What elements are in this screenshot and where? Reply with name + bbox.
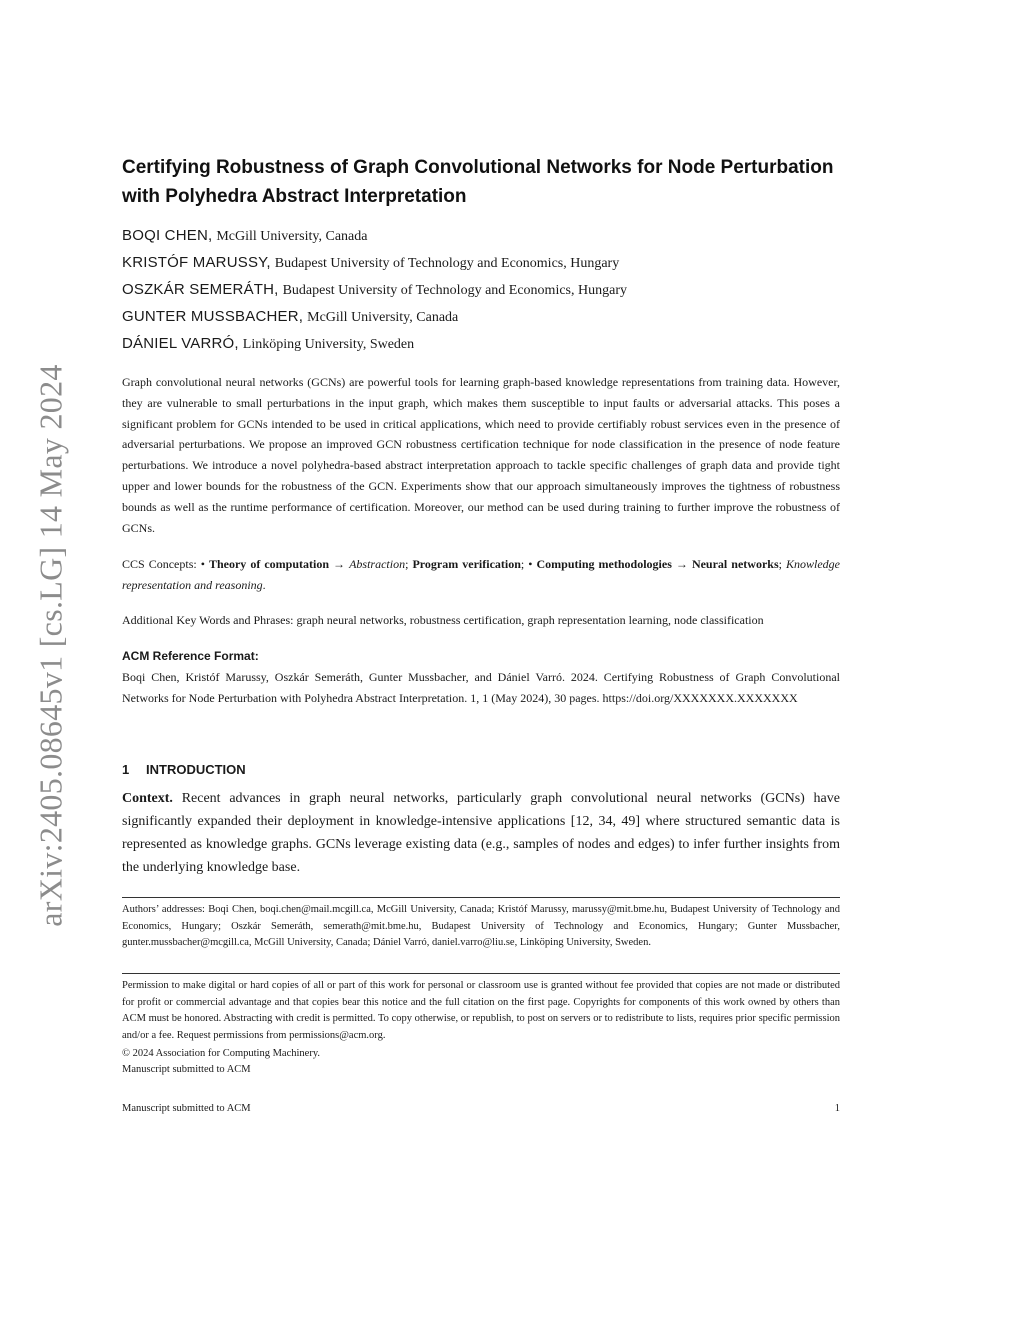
ccs-concept: Theory of computation xyxy=(208,557,330,571)
footer-venue: Manuscript submitted to ACM xyxy=(122,1103,251,1114)
keywords: Additional Key Words and Phrases: graph neural networks, robustness certification, graph representation learning, node classification xyxy=(122,613,764,627)
author-entry xyxy=(122,335,840,362)
ccs-subconcept: Abstraction xyxy=(349,557,406,571)
page-number: 1 xyxy=(834,1103,840,1114)
title-line-2: with Polyhedra Abstract Interpretation xyxy=(122,186,467,207)
copyright-notice: © 2024 Association for Computing Machinery. xyxy=(122,1048,321,1059)
acm-reference: Boqi Chen, Kristóf Marussy, Oszkár Semeráth, Gunter Mussbacher, and Dániel Varró. 2024. Certifying Robustness of Graph Convolutional Networks for Node Perturbation with Polyhedra Abstract Interpretation. 1, 1 (May 2024), 30 pages. https://doi.org/XXXXXXX.XXXXXXX xyxy=(122,670,840,705)
author-entry xyxy=(122,227,840,254)
ccs-subconcept: Neural networks xyxy=(691,557,779,571)
page-footer xyxy=(122,1101,840,1117)
author-entry xyxy=(122,308,840,335)
author-affiliation: McGill University, Canada xyxy=(307,310,459,325)
author-entry xyxy=(122,281,840,308)
authors-addresses: Authors’ addresses: Boqi Chen, boqi.chen@mail.mcgill.ca, McGill University, Canada; Kristóf Marussy, marussy@mit.bme.hu, Budapest University of Technology and Economics, Hungary; Oszkár Semeráth, semerath@mit.bme.hu, Budapest University of Technology and Economics, Hungary; Gunter Mussbacher, gunter.mussbacher@mcgill.ca, McGill University, Canada; Dániel Varró, daniel.varro@liu.se, Linköping University, Sweden. xyxy=(122,904,840,948)
author-name: BOQI CHEN, xyxy=(122,227,213,244)
paper-title xyxy=(122,153,840,211)
author-list xyxy=(122,227,840,362)
abstract: Graph convolutional neural networks (GCNs) are powerful tools for learning graph-based knowledge representations from training data. However, they are vulnerable to small perturbations in the input graph, which makes them susceptible to input faults or adversarial attacks. This poses a significant problem for GCNs intended to be used in critical applications, which need to provide certifiably robust services even in the presence of adversarial perturbations. We propose an improved GCN robustness certification technique for node classification in the presence of node feature perturbations. We introduce a novel polyhedra-based abstract interpretation approach to tackle specific challenges of graph data and provide tight upper and lower bounds for the robustness of the GCN. Experiments show that our approach simultaneously improves the tightness of robustness bounds as well as the runtime performance of certification. Moreover, our method can be used during training to further improve the robustness of GCNs. xyxy=(122,375,840,535)
section-number: 1 xyxy=(122,762,130,777)
permission-divider xyxy=(122,973,840,974)
ccs-concept: Computing methodologies xyxy=(536,557,672,571)
author-name: KRISTÓF MARUSSY, xyxy=(122,254,271,271)
author-name: DÁNIEL VARRÓ, xyxy=(122,335,239,352)
author-name: OSZKÁR SEMERÁTH, xyxy=(122,281,279,298)
paragraph-body: Recent advances in graph neural networks, particularly graph convolutional neural networks (GCNs) have significantly expanded their deployment in knowledge-intensive applications [12, 34, 49] where structured semantic data is represented as knowledge graphs. GCNs leverage existing data (e.g., samples of nodes and edges) to infer further insights from the underlying knowledge base. xyxy=(122,791,840,875)
author-affiliation: Linköping University, Sweden xyxy=(242,337,415,352)
acm-reference-heading: ACM Reference Format: xyxy=(122,649,259,663)
author-affiliation: Budapest University of Technology and Economics, Hungary xyxy=(282,283,627,298)
paragraph-lead: Context. xyxy=(122,791,173,806)
permission-notice: Permission to make digital or hard copies of all or part of this work for personal or classroom use is granted without fee provided that copies are not made or distributed for profit or commercial advantage and that copies bear this notice and the full citation on the first page. Copyrights for components of this work owned by others than ACM must be honored. Abstracting with credit is permitted. To copy otherwise, or republish, to post on servers or to redistribute to lists, requires prior specific permission and/or a fee. Request permissions from permissions@acm.org. xyxy=(122,980,840,1041)
section-title: INTRODUCTION xyxy=(146,762,246,777)
arxiv-identifier-text: arXiv:2405.08645v1 [cs.LG] 14 May 2024 xyxy=(32,363,69,927)
author-affiliation: Budapest University of Technology and Economics, Hungary xyxy=(274,256,620,271)
section-heading xyxy=(122,760,840,780)
footnote-divider xyxy=(122,897,840,898)
author-name: GUNTER MUSSBACHER, xyxy=(122,308,304,325)
title-line-1: Certifying Robustness of Graph Convolutional Networks for Node Perturbation xyxy=(122,157,834,178)
ccs-label: CCS Concepts: • xyxy=(122,557,205,571)
ccs-concept: Program verification xyxy=(412,557,521,571)
ccs-subconcept: Knowledge representation and reasoning xyxy=(122,557,840,592)
author-entry xyxy=(122,254,840,281)
ccs-concepts: CCS Concepts: • Theory of computation → Abstraction; Program verification; • Computing methodologies → Neural networks; Knowledge representation and reasoning. xyxy=(122,557,840,592)
author-affiliation: McGill University, Canada xyxy=(216,229,368,244)
arxiv-identifier xyxy=(22,345,80,945)
manuscript-note: Manuscript submitted to ACM xyxy=(122,1064,251,1075)
intro-paragraph xyxy=(122,787,840,879)
